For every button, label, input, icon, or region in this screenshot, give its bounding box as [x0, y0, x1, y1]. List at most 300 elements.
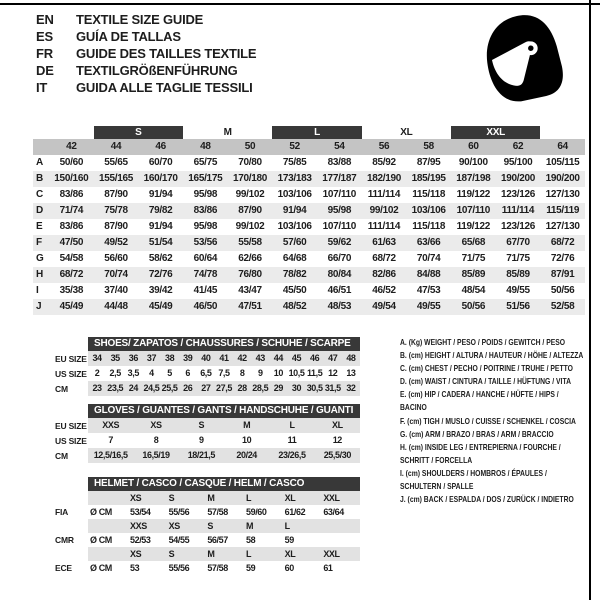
value-cell: 20/24	[236, 450, 257, 460]
size-cell: 111/114	[367, 221, 401, 232]
size-cell: 107/110	[451, 203, 496, 219]
size-cell: 78/82	[272, 267, 317, 283]
value-cell: 23,5	[107, 383, 124, 393]
size-cell: 111/114	[496, 203, 541, 219]
value-cell: M	[243, 420, 251, 430]
size-cell: 49/52	[94, 235, 139, 251]
value-cell: 56/57	[207, 535, 228, 545]
gloves-table-title: GLOVES / GUANTES / GANTS / HANDSCHUHE / GUANTI	[88, 404, 360, 418]
value-cell: 34	[92, 353, 102, 363]
size-cell: 62/66	[238, 253, 262, 264]
column-header: 60	[451, 139, 496, 155]
guide-title: GUIDA ALLE TAGLIE TESSILI	[76, 80, 253, 95]
helmet-table-title: HELMET / CASCO / CASQUE / HELM / CASCO	[88, 477, 360, 491]
language-code: FR	[36, 46, 53, 61]
value-cell: 43	[255, 353, 265, 363]
size-cell: 99/102	[362, 203, 407, 219]
size-cell: 123/126	[500, 221, 536, 232]
row-values	[88, 366, 360, 381]
size-cell: 65/68	[451, 235, 496, 251]
value-cell: 57/58	[207, 563, 228, 573]
value-cell: 26	[183, 383, 193, 393]
row-label: B	[33, 171, 49, 187]
legend-item: J. (cm) BACK / ESPALDA / DOS / ZURÜCK / INDIETRO	[400, 494, 574, 505]
size-cell: 35/38	[59, 285, 84, 296]
size-cell: 50/60	[59, 157, 84, 168]
size-cell: 83/86	[59, 189, 84, 200]
size-group-xl: XL	[400, 127, 413, 138]
size-cell: 48/52	[272, 299, 317, 315]
table-row	[55, 533, 360, 547]
value-cell: 55/56	[168, 563, 190, 573]
size-cell: 59/62	[317, 235, 362, 251]
value-cell: 12	[328, 368, 338, 378]
size-label: L	[284, 521, 290, 531]
size-cell: 49/55	[506, 285, 530, 296]
legend-item: D. (cm) WAIST / CINTURA / TAILLE / HÜFTUNG / VITA	[400, 376, 571, 387]
size-cell: 46/50	[183, 299, 228, 315]
value-cell: 59	[246, 563, 256, 573]
size-label: XXL	[323, 549, 340, 559]
row-values	[88, 433, 360, 448]
size-label: S	[207, 521, 213, 531]
size-cell: 75/85	[282, 157, 307, 168]
value-cell: 30,5	[306, 383, 323, 393]
size-cell: 70/74	[416, 253, 441, 264]
size-group-spacer	[540, 126, 585, 139]
size-cell: 82/86	[362, 267, 407, 283]
value-cell: 36	[128, 353, 138, 363]
row-label-spacer	[55, 491, 88, 505]
size-cell: 71/75	[461, 253, 486, 264]
value-cell: 11	[287, 435, 297, 445]
guide-title: GUÍA DE TALLAS	[76, 29, 181, 44]
size-cell: 70/74	[94, 267, 139, 283]
size-label: XXS	[130, 521, 147, 531]
value-cell: 2	[94, 368, 100, 378]
language-code: ES	[36, 29, 53, 44]
size-cell: 48/54	[461, 285, 486, 296]
row-label-spacer	[55, 337, 88, 351]
size-cell: 95/98	[193, 221, 218, 232]
row-label: FIA	[55, 507, 69, 517]
size-header-row	[88, 491, 360, 505]
value-cell: 59/60	[246, 507, 267, 517]
value-cell: 7	[108, 435, 113, 445]
size-cell: 91/94	[272, 203, 317, 219]
size-cell: 165/175	[183, 171, 228, 187]
table-header-row	[55, 404, 360, 418]
size-cell: 75/78	[94, 203, 139, 219]
legend-item: I. (cm) SHOULDERS / HOMBROS / ÉPAULES / SCHULTERN / SPALLE	[400, 467, 547, 492]
row-label: I	[36, 285, 39, 296]
value-cell: S	[198, 420, 205, 430]
size-cell: 71/75	[506, 253, 530, 264]
size-cell: 55/65	[104, 157, 128, 168]
size-cell: 87/91	[540, 267, 585, 283]
row-label: US SIZE	[55, 435, 87, 446]
size-cell: 85/89	[451, 267, 496, 283]
row-values	[88, 381, 360, 396]
column-header: 54	[317, 139, 362, 155]
size-cell: 190/200	[540, 171, 585, 187]
language-row	[36, 30, 256, 43]
value-cell: 3,5	[127, 368, 139, 378]
size-cell: 84/88	[406, 267, 451, 283]
unit-cell: Ø CM	[90, 507, 112, 517]
language-row	[36, 47, 256, 60]
value-cell: 55/56	[168, 507, 190, 517]
row-label: D	[33, 203, 49, 219]
size-cell: 45/50	[282, 285, 307, 296]
value-cell: 40	[201, 353, 211, 363]
value-cell: 2,5	[109, 368, 121, 378]
size-cell: 53/56	[183, 235, 228, 251]
value-cell: 30	[291, 383, 302, 393]
size-cell: 103/106	[277, 221, 312, 232]
table-row	[55, 418, 360, 433]
value-cell: 27	[201, 383, 211, 393]
value-cell: 6,5	[200, 368, 212, 378]
size-cell: 47/50	[49, 235, 94, 251]
size-cell: 177/187	[317, 171, 362, 187]
value-cell: 32	[346, 383, 356, 393]
size-cell: 45/49	[138, 299, 183, 315]
value-cell: 45	[291, 353, 302, 363]
column-header: 56	[362, 139, 407, 155]
table-row	[55, 561, 360, 575]
size-label: S	[168, 549, 175, 559]
row-label: J	[33, 299, 49, 315]
size-cell: 80/84	[317, 267, 362, 283]
value-cell: XXS	[102, 420, 120, 430]
size-cell: 87/90	[104, 189, 128, 200]
row-label: EU SIZE	[55, 353, 87, 364]
value-cell: 9	[199, 435, 204, 445]
size-cell: 56/60	[104, 253, 128, 264]
size-label: M	[246, 521, 254, 531]
size-cell: 127/130	[545, 189, 580, 200]
language-title-list	[36, 13, 256, 98]
value-cell: 12	[332, 435, 342, 445]
size-cell: 49/55	[406, 299, 451, 315]
size-cell: 72/76	[138, 267, 183, 283]
value-cell: 29	[273, 383, 283, 393]
size-cell: 85/89	[496, 267, 541, 283]
size-label: M	[207, 549, 215, 559]
column-header: 44	[94, 139, 139, 155]
value-cell: L	[289, 420, 295, 430]
legend-item: E. (cm) HIP / CADERA / HANCHE / HÜFTE / HIPS / BACINO	[400, 389, 559, 413]
size-group-xxl: XXL	[451, 126, 540, 139]
size-cell: 105/115	[545, 157, 580, 168]
gloves-table	[55, 404, 360, 463]
size-label: XS	[168, 521, 180, 531]
size-cell: 155/165	[94, 171, 139, 187]
size-cell: 99/102	[235, 189, 265, 200]
value-cell: 16,5/19	[142, 450, 170, 460]
size-cell: 50/56	[451, 299, 496, 315]
value-cell: 9	[257, 368, 263, 378]
size-cell: 170/180	[228, 171, 273, 187]
size-cell: 45/49	[49, 299, 94, 315]
size-cell: 119/122	[456, 221, 491, 232]
legend-item: H. (cm) INSIDE LEG / ENTREPIERNA / FOURCHE / SCHRITT / FORCELLA	[400, 441, 561, 465]
row-label: CM	[55, 450, 68, 461]
value-cell: 53	[130, 563, 140, 573]
row-label: H	[33, 267, 49, 283]
language-row	[36, 13, 256, 26]
size-cell: 83/88	[327, 157, 352, 168]
value-cell: 54/55	[168, 535, 190, 545]
size-cell: 39/42	[148, 285, 173, 296]
size-label: XL	[284, 549, 296, 559]
row-label: E	[36, 221, 43, 232]
size-cell: 150/160	[49, 171, 94, 187]
language-code: IT	[36, 80, 48, 95]
size-cell: 79/82	[138, 203, 183, 219]
helmet-table	[55, 477, 360, 575]
size-header-row	[88, 519, 360, 533]
size-cell: 51/56	[496, 299, 541, 315]
size-cell: 99/102	[235, 221, 265, 232]
size-cell: 71/74	[49, 203, 94, 219]
language-code: EN	[36, 12, 54, 27]
size-cell: 66/70	[327, 253, 352, 264]
size-cell: 54/58	[59, 253, 84, 264]
guide-title: TEXTILGRÖßENFÜHRUNG	[76, 63, 238, 78]
size-header-row	[88, 547, 360, 561]
value-cell: 28	[237, 383, 247, 393]
table-row	[55, 351, 360, 366]
row-label: G	[36, 253, 44, 264]
shoes-table-title: SHOES/ ZAPATOS / CHAUSSURES / SCHUHE / SCARPE	[88, 337, 360, 351]
size-cell: 182/190	[362, 171, 407, 187]
value-cell: 35	[110, 353, 120, 363]
value-cell: 60	[284, 563, 294, 573]
size-cell: 72/76	[550, 253, 575, 264]
size-cell: 119/122	[456, 189, 491, 200]
row-label: CMR	[55, 535, 74, 545]
size-cell: 46/52	[372, 285, 396, 296]
unit-spacer	[88, 547, 128, 561]
language-row	[36, 81, 256, 94]
row-label-spacer	[55, 547, 88, 561]
value-cell: 57/58	[207, 507, 228, 517]
guide-title: TEXTILE SIZE GUIDE	[76, 12, 204, 27]
size-cell: 47/51	[228, 299, 273, 315]
row-label: US SIZE	[55, 368, 87, 379]
size-cell: 115/118	[412, 189, 446, 200]
size-cell: 44/48	[94, 299, 139, 315]
value-cell: XL	[331, 420, 343, 430]
value-cell: 10	[273, 368, 283, 378]
value-cell: 63/64	[323, 507, 344, 517]
column-header: 42	[49, 139, 94, 155]
unit-spacer	[88, 491, 128, 505]
table-header-row	[55, 337, 360, 351]
right-border	[589, 0, 591, 600]
value-cell: 10,5	[288, 368, 305, 378]
size-cell: 57/60	[272, 235, 317, 251]
value-cell: 23	[92, 383, 102, 393]
column-header: 52	[272, 139, 317, 155]
row-label: ECE	[55, 563, 72, 573]
value-cell: 7,5	[218, 368, 230, 378]
size-cell: 190/200	[496, 171, 541, 187]
legend-item: B. (cm) HEIGHT / ALTURA / HAUTEUR / HÖHE / ALTEZZA	[400, 350, 584, 361]
size-cell: 111/114	[367, 189, 401, 200]
size-cell: 51/54	[138, 235, 183, 251]
size-cell: 91/94	[148, 221, 173, 232]
guide-title: GUIDE DES TAILLES TEXTILE	[76, 46, 257, 61]
row-values	[88, 351, 360, 366]
row-label: F	[33, 235, 49, 251]
size-group-spacer	[33, 126, 94, 139]
size-cell: 87/95	[416, 157, 441, 168]
value-cell: 59	[284, 535, 294, 545]
size-cell: 50/56	[550, 285, 575, 296]
size-label: XS	[130, 549, 142, 559]
value-cell: 18/21,5	[187, 450, 215, 460]
value-cell: 12,5/16,5	[93, 450, 128, 460]
value-cell: 25,5	[161, 383, 178, 393]
size-cell: 58/62	[148, 253, 173, 264]
size-label: XL	[284, 493, 296, 503]
size-cell: 37/40	[104, 285, 128, 296]
row-label-spacer	[55, 404, 88, 418]
unit-cell: Ø CM	[90, 535, 112, 545]
unit-spacer	[88, 519, 128, 533]
size-cell: 48/53	[317, 299, 362, 315]
row-label: A	[36, 157, 43, 168]
value-cell: 48	[346, 353, 356, 363]
table-row	[55, 433, 360, 448]
size-cell: 68/72	[372, 253, 396, 264]
size-cell: 115/118	[412, 221, 446, 232]
size-cell: 160/170	[138, 171, 183, 187]
racing-helmet-icon	[478, 12, 564, 108]
legend-item: G. (cm) ARM / BRAZO / BRAS / ARM / BRACCIO	[400, 428, 554, 439]
language-code: DE	[36, 63, 54, 78]
row-values	[88, 533, 360, 547]
value-cell: 44	[273, 353, 283, 363]
column-header-spacer	[33, 139, 49, 155]
size-cell: 65/75	[193, 157, 218, 168]
shoes-table	[55, 337, 360, 396]
value-cell: 52/53	[130, 535, 151, 545]
size-cell: 76/80	[228, 267, 273, 283]
row-label-spacer	[55, 519, 88, 533]
size-cell: 87/90	[104, 221, 128, 232]
size-cell: 95/98	[193, 189, 218, 200]
value-cell: 13	[346, 368, 356, 378]
value-cell: 24,5	[143, 383, 160, 393]
value-cell: 27,5	[216, 383, 232, 393]
value-cell: 58	[246, 535, 256, 545]
size-cell: 55/58	[228, 235, 273, 251]
size-cell: 127/130	[545, 221, 580, 232]
value-cell: 42	[237, 353, 247, 363]
size-cell: 173/183	[272, 171, 317, 187]
value-cell: 47	[328, 353, 338, 363]
size-cell: 87/90	[228, 203, 273, 219]
row-label: EU SIZE	[55, 420, 87, 431]
measurement-legend	[400, 336, 584, 506]
unit-cell: Ø CM	[90, 563, 112, 573]
value-cell: 5	[167, 368, 172, 378]
size-label: L	[246, 493, 252, 503]
value-cell: 41	[219, 353, 229, 363]
size-cell: 103/106	[406, 203, 451, 219]
value-cell: 8	[153, 435, 159, 445]
size-label: XXL	[323, 493, 340, 503]
table-header-row	[55, 477, 360, 491]
table-row	[55, 381, 360, 396]
table-row	[55, 505, 360, 519]
size-cell: 49/54	[362, 299, 407, 315]
size-label: S	[168, 493, 175, 503]
size-cell: 95/100	[503, 157, 533, 168]
row-values	[88, 418, 360, 433]
language-row	[36, 64, 256, 77]
size-cell: 47/53	[416, 285, 441, 296]
size-cell: 68/72	[49, 267, 94, 283]
size-label: XS	[130, 493, 142, 503]
column-header: 46	[138, 139, 183, 155]
row-values	[88, 448, 360, 463]
size-cell: 67/70	[496, 235, 541, 251]
value-cell: 61	[323, 563, 333, 573]
table-row	[55, 491, 360, 505]
size-cell: 74/78	[183, 267, 228, 283]
table-row	[55, 366, 360, 381]
value-cell: 4	[149, 368, 154, 378]
size-cell: 95/98	[317, 203, 362, 219]
table-row	[55, 547, 360, 561]
value-cell: 37	[146, 353, 157, 363]
size-cell: 187/198	[451, 171, 496, 187]
value-cell: 31,5	[324, 383, 341, 393]
size-cell: 103/106	[277, 189, 312, 200]
size-cell: 90/100	[458, 157, 488, 168]
size-cell: 63/66	[406, 235, 451, 251]
size-group-l: L	[272, 126, 361, 139]
size-cell: 46/51	[327, 285, 352, 296]
size-cell: 85/92	[372, 157, 396, 168]
size-cell: 83/86	[59, 221, 84, 232]
size-label: M	[207, 493, 215, 503]
row-label: C	[36, 189, 43, 200]
main-size-table	[33, 126, 585, 315]
value-cell: 25,5/30	[323, 450, 351, 460]
size-cell: 41/45	[193, 285, 218, 296]
size-cell: 91/94	[148, 189, 173, 200]
top-border	[0, 3, 600, 5]
size-cell: 60/70	[148, 157, 173, 168]
size-cell: 60/64	[193, 253, 218, 264]
size-group-s: S	[94, 126, 183, 139]
value-cell: 23/26,5	[278, 450, 306, 460]
value-cell: 61/62	[284, 507, 306, 517]
value-cell: 39	[183, 353, 193, 363]
size-cell: 61/63	[362, 235, 407, 251]
table-row	[55, 519, 360, 533]
size-cell: 107/110	[322, 189, 357, 200]
size-group-m: M	[223, 127, 232, 138]
size-label: L	[246, 549, 252, 559]
legend-item: A. (Kg) WEIGHT / PESO / POIDS / GEWITCH / PESO	[400, 337, 566, 347]
